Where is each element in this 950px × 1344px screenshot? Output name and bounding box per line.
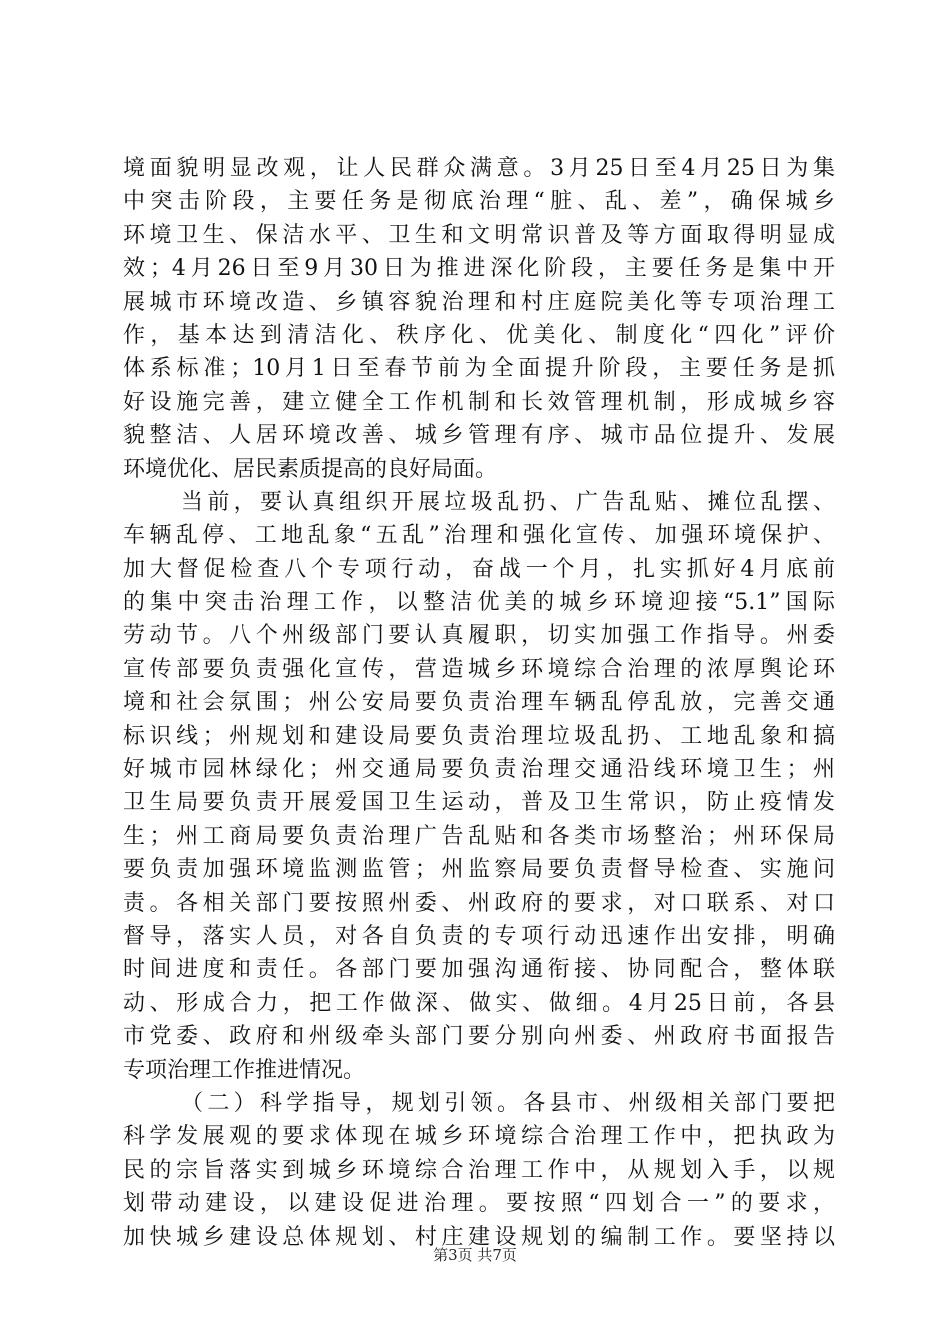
text-line: 市党委、政府和州级牵头部门要分别向州委、州政府书面报告 bbox=[123, 1024, 835, 1050]
page-number-footer: 第3页 共7页 bbox=[433, 1246, 517, 1264]
text-line: 生；州工商局要负责治理广告乱贴和各类市场整治；州环保局 bbox=[123, 823, 835, 849]
text-line: 宣传部要负责强化宣传，营造城乡环境综合治理的浓厚舆论环 bbox=[123, 656, 835, 682]
section-heading-line: （二）科学指导，规划引领。各县市、州级相关部门要把 bbox=[181, 1090, 835, 1116]
text-line: 民的宗旨落实到城乡环境综合治理工作中，从规划入手，以规 bbox=[123, 1157, 835, 1183]
text-line: 加大督促检查八个专项行动，奋战一个月，扎实抓好4月底前 bbox=[123, 556, 835, 582]
text-line: 督导，落实人员，对各自负责的专项行动迅速作出安排，明确 bbox=[123, 923, 835, 949]
text-line: 体系标准；10月1日至春节前为全面提升阶段，主要任务是抓 bbox=[123, 356, 835, 382]
paragraph-end-line: 专项治理工作推进情况。 bbox=[123, 1057, 366, 1083]
text-line: 卫生局要负责开展爱国卫生运动，普及卫生常识，防止疫情发 bbox=[123, 790, 835, 816]
paragraph-end-line: 环境优化、居民素质提高的良好局面。 bbox=[123, 456, 498, 482]
text-line: 的集中突击治理工作，以整洁优美的城乡环境迎接“5.1”国际 bbox=[123, 590, 835, 616]
text-line: 好城市园林绿化；州交通局要负责治理交通沿线环境卫生；州 bbox=[123, 757, 835, 783]
text-line: 责。各相关部门要按照州委、州政府的要求，对口联系、对口 bbox=[123, 890, 835, 916]
text-line: 划带动建设，以建设促进治理。要按照“四划合一”的要求， bbox=[123, 1191, 835, 1217]
text-line: 貌整洁、人居环境改善、城乡管理有序、城市品位提升、发展 bbox=[123, 423, 835, 449]
text-line: 好设施完善，建立健全工作机制和长效管理机制，形成城乡容 bbox=[123, 389, 835, 415]
text-line: 标识线；州规划和建设局要负责治理垃圾乱扔、工地乱象和搞 bbox=[123, 723, 835, 749]
text-line: 时间进度和责任。各部门要加强沟通衔接、协同配合，整体联 bbox=[123, 957, 835, 983]
text-line: 境面貌明显改观，让人民群众满意。3月25日至4月25日为集 bbox=[123, 156, 835, 181]
text-line: 中突击阶段，主要任务是彻底治理“脏、乱、差”，确保城乡 bbox=[123, 189, 835, 215]
text-line: 要负责加强环境监测监管；州监察局要负责督导检查、实施问 bbox=[123, 857, 835, 883]
text-line: 动、形成合力，把工作做深、做实、做细。4月25日前，各县 bbox=[123, 990, 835, 1016]
text-line: 作，基本达到清洁化、秩序化、优美化、制度化“四化”评价 bbox=[123, 322, 835, 348]
document-body bbox=[123, 152, 835, 1254]
text-line: 劳动节。八个州级部门要认真履职，切实加强工作指导。州委 bbox=[123, 623, 835, 649]
text-line: 效；4月26日至9月30日为推进深化阶段，主要任务是集中开 bbox=[123, 256, 835, 282]
paragraph-start-line: 当前，要认真组织开展垃圾乱扔、广告乱贴、摊位乱摆、 bbox=[181, 489, 835, 515]
text-line: 车辆乱停、工地乱象“五乱”治理和强化宣传、加强环境保护、 bbox=[123, 523, 835, 549]
text-line: 境和社会氛围；州公安局要负责治理车辆乱停乱放，完善交通 bbox=[123, 690, 835, 716]
text-line: 加快城乡建设总体规划、村庄建设规划的编制工作。要坚持以 bbox=[123, 1224, 835, 1250]
text-line: 科学发展观的要求体现在城乡环境综合治理工作中，把执政为 bbox=[123, 1124, 835, 1150]
text-line: 环境卫生、保洁水平、卫生和文明常识普及等方面取得明显成 bbox=[123, 222, 835, 248]
text-line: 展城市环境改造、乡镇容貌治理和村庄庭院美化等专项治理工 bbox=[123, 289, 835, 315]
